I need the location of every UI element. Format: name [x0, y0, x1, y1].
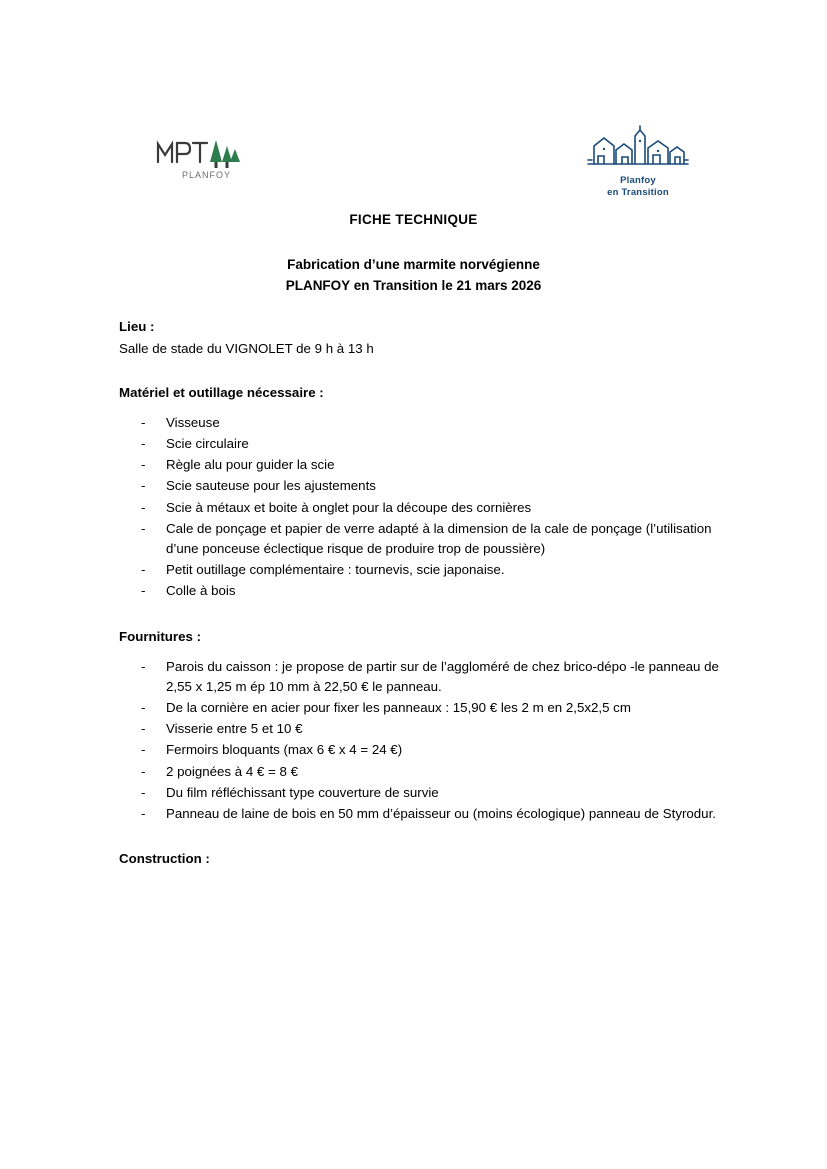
list-item: - Cale de ponçage et papier de verre adapté à la dimension de la cale de ponçage (l’utilisation d’une ponceuse éclectique risque de produire trop de poussière) — [141, 519, 719, 559]
logo-caption-line2: en Transition — [607, 186, 669, 198]
document-subtitle — [0, 255, 827, 297]
lieu-text: Salle de stade du VIGNOLET de 9 h à 13 h — [119, 340, 374, 356]
village-skyline-icon — [580, 124, 696, 170]
document-subtitle-line2: PLANFOY en Transition le 21 mars 2026 — [285, 277, 542, 293]
fournitures-list — [119, 657, 719, 825]
list-item: - Panneau de laine de bois en 50 mm d’épaisseur ou (moins écologique) panneau de Styrodur. — [141, 804, 719, 824]
list-item: - Scie sauteuse pour les ajustements — [141, 476, 719, 496]
logo-caption-line1: Planfoy — [620, 175, 656, 186]
section-heading-fournitures: Fournitures : — [119, 628, 201, 644]
list-item: - 2 poignées à 4 € = 8 € — [141, 762, 719, 782]
list-item: - Scie à métaux et boite à onglet pour la découpe des cornières — [141, 498, 719, 518]
list-item: - Visserie entre 5 et 10 € — [141, 719, 719, 739]
section-heading-materiel: Matériel et outillage nécessaire : — [119, 384, 324, 400]
list-item: - Fermoirs bloquants (max 6 € x 4 = 24 €) — [141, 740, 719, 760]
svg-text:PLANFOY: PLANFOY — [182, 170, 232, 180]
document-title: FICHE TECHNIQUE — [349, 212, 478, 227]
planfoy-en-transition-logo — [580, 124, 696, 196]
mpt-planfoy-logo — [152, 128, 242, 184]
materiel-list — [119, 413, 719, 602]
list-item: - Colle à bois — [141, 581, 719, 601]
list-item: - De la cornière en acier pour fixer les panneaux : 15,90 € les 2 m en 2,5x2,5 cm — [141, 698, 719, 718]
document-subtitle-line1: Fabrication d’une marmite norvégienne — [287, 257, 540, 272]
document-body — [119, 317, 719, 869]
list-item: - Parois du caisson : je propose de partir sur de l’aggloméré de chez brico-dépo -le panneau de 2,55 x 1,25 m ép 10 mm à 22,50 € le panneau. — [141, 657, 719, 697]
list-item: - Scie circulaire — [141, 434, 719, 454]
list-item: - Petit outillage complémentaire : tournevis, scie japonaise. — [141, 560, 719, 580]
section-heading-construction: Construction : — [119, 851, 210, 867]
section-heading-lieu: Lieu : — [119, 319, 155, 334]
list-item: - Du film réfléchissant type couverture de survie — [141, 783, 719, 803]
logo-row — [0, 112, 827, 198]
list-item: - Règle alu pour guider la scie — [141, 455, 719, 475]
list-item: - Visseuse — [141, 413, 719, 433]
